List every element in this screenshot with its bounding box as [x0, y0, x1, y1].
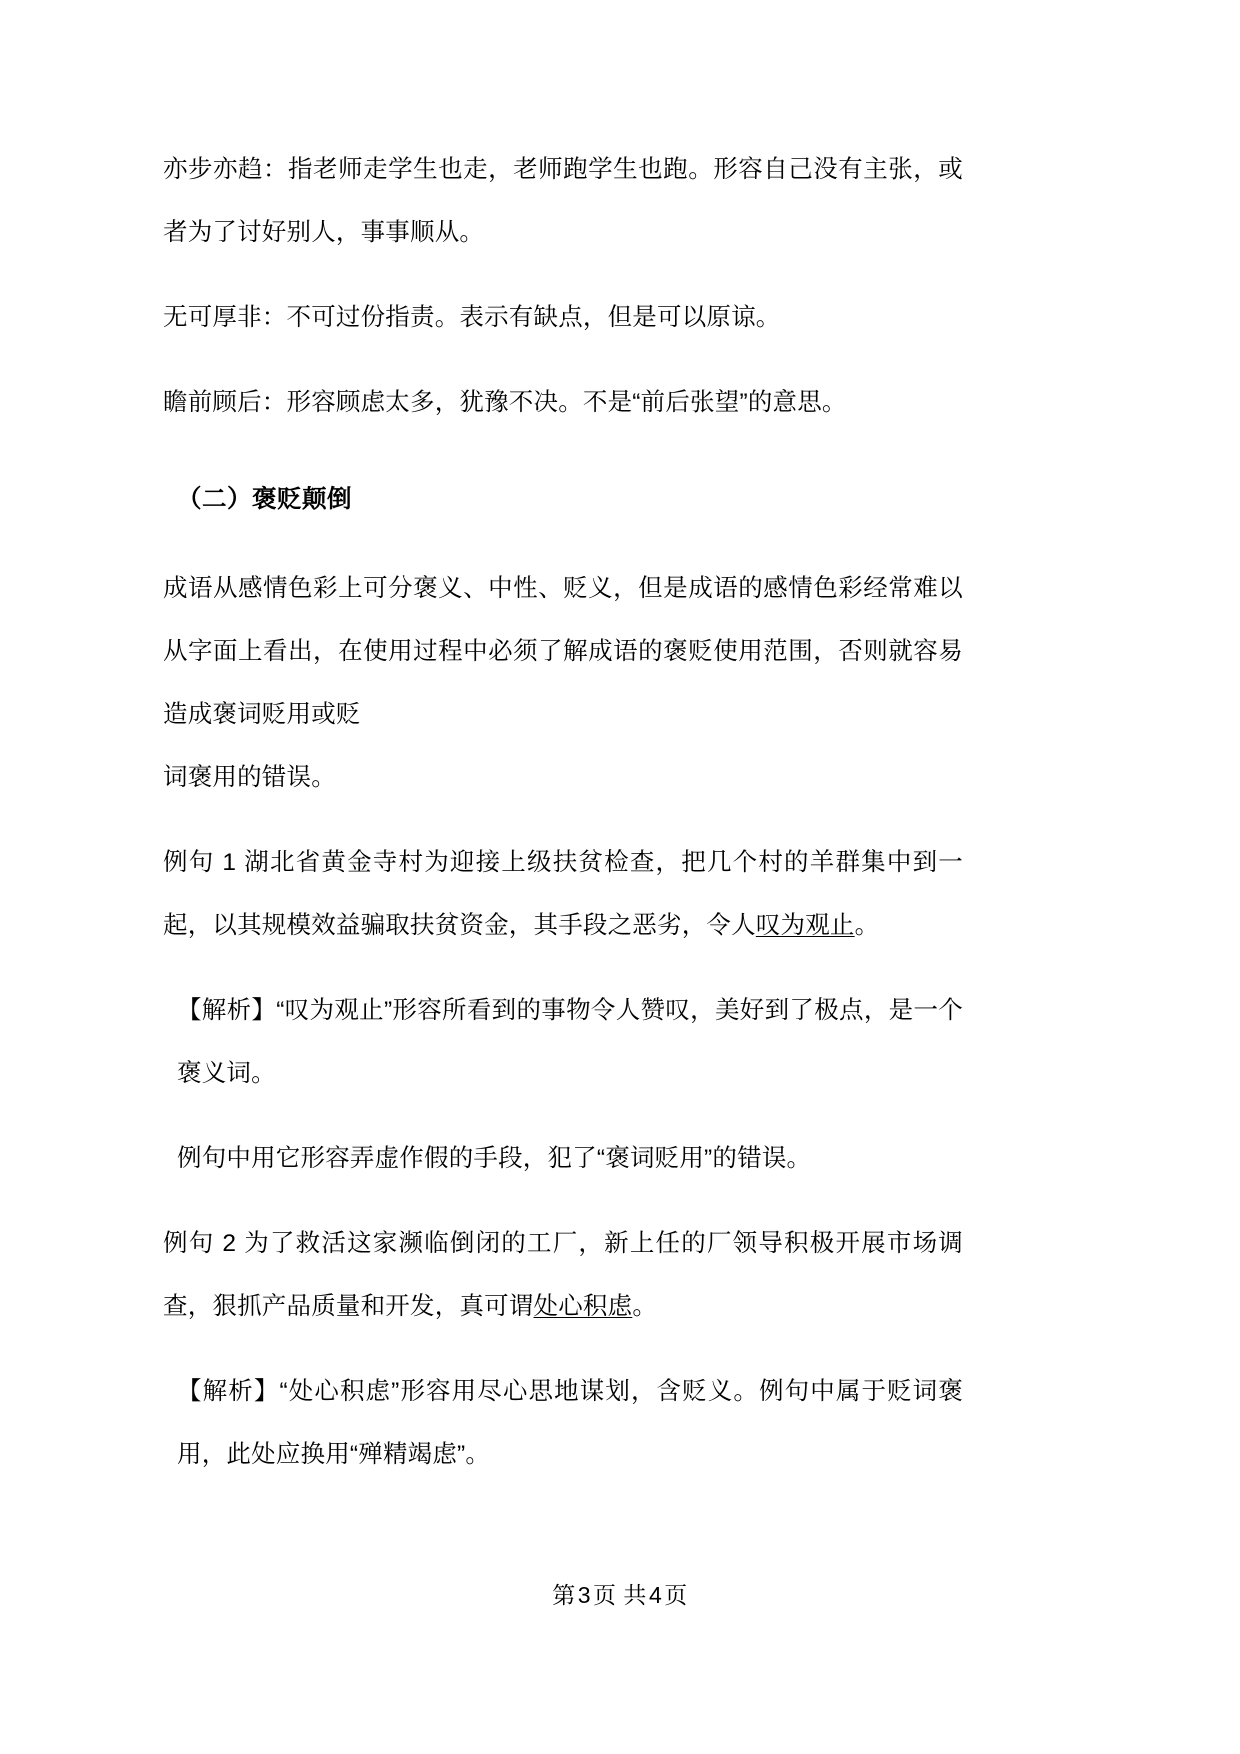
- example-1-analysis: [163, 979, 963, 1105]
- example-1-analysis-label: 【解析】: [177, 997, 277, 1024]
- example-2-text-after: 。: [632, 1293, 658, 1320]
- page-content: [163, 138, 963, 1508]
- paragraph-intro-continuation: 词褒用的错误。: [163, 764, 336, 791]
- paragraph-zhanqianguhou: 瞻前顾后：形容顾虑太多，犹豫不决。不是“前后张望”的意思。: [163, 389, 847, 416]
- footer-suffix: 页: [664, 1582, 688, 1608]
- example-2-label: 例句 2: [163, 1230, 237, 1257]
- footer-current-page: 3: [577, 1582, 592, 1608]
- section-heading: （二）褒贬颠倒: [177, 486, 352, 513]
- paragraph-yibuyiqu: 亦步亦趋：指老师走学生也走，老师跑学生也跑。形容自己没有主张，或者为了讨好别人，事事顺从。: [163, 156, 963, 246]
- example-1-idiom: 叹为观止: [755, 912, 855, 939]
- paragraph-intro: 成语从感情色彩上可分褒义、中性、贬义，但是成语的感情色彩经常难以从字面上看出，在使用过程中必须了解成语的褒贬使用范围，否则就容易造成褒词贬用或贬: [163, 575, 963, 728]
- example-2-analysis-label: 【解析】: [177, 1378, 280, 1405]
- example-1-sentence: [163, 831, 963, 957]
- example-2-text-before: 为了救活这家濒临倒闭的工厂，新上任的厂领导积极开展市场调查，狠抓产品质量和开发，真可谓: [163, 1230, 963, 1320]
- example-2-analysis-text: “处心积虑”形容用尽心思地谋划，含贬义。例句中属于贬词褒用，此处应换用“殚精竭虑”。: [177, 1378, 963, 1468]
- footer-middle: 页 共: [593, 1582, 647, 1608]
- example-2-sentence: [163, 1212, 963, 1338]
- footer-total-pages: 4: [648, 1582, 663, 1608]
- footer-prefix: 第: [552, 1582, 576, 1608]
- example-1-label: 例句 1: [163, 849, 237, 876]
- page-footer: [0, 1580, 1240, 1610]
- paragraph-wukehoufei: 无可厚非：不可过份指责。表示有缺点，但是可以原谅。: [163, 304, 781, 331]
- example-1-note: 例句中用它形容弄虚作假的手段，犯了“褒词贬用”的错误。: [177, 1145, 812, 1172]
- example-1-analysis-text: “叹为观止”形容所看到的事物令人赞叹，美好到了极点，是一个褒义词。: [177, 997, 963, 1087]
- example-2-analysis: [163, 1360, 963, 1486]
- example-1-text-before: 湖北省黄金寺村为迎接上级扶贫检查，把几个村的羊群集中到一起，以其规模效益骗取扶贫资金，其手段之恶劣，令人: [163, 849, 963, 939]
- example-2-idiom: 处心积虑: [533, 1293, 633, 1320]
- example-1-text-after: 。: [854, 912, 880, 939]
